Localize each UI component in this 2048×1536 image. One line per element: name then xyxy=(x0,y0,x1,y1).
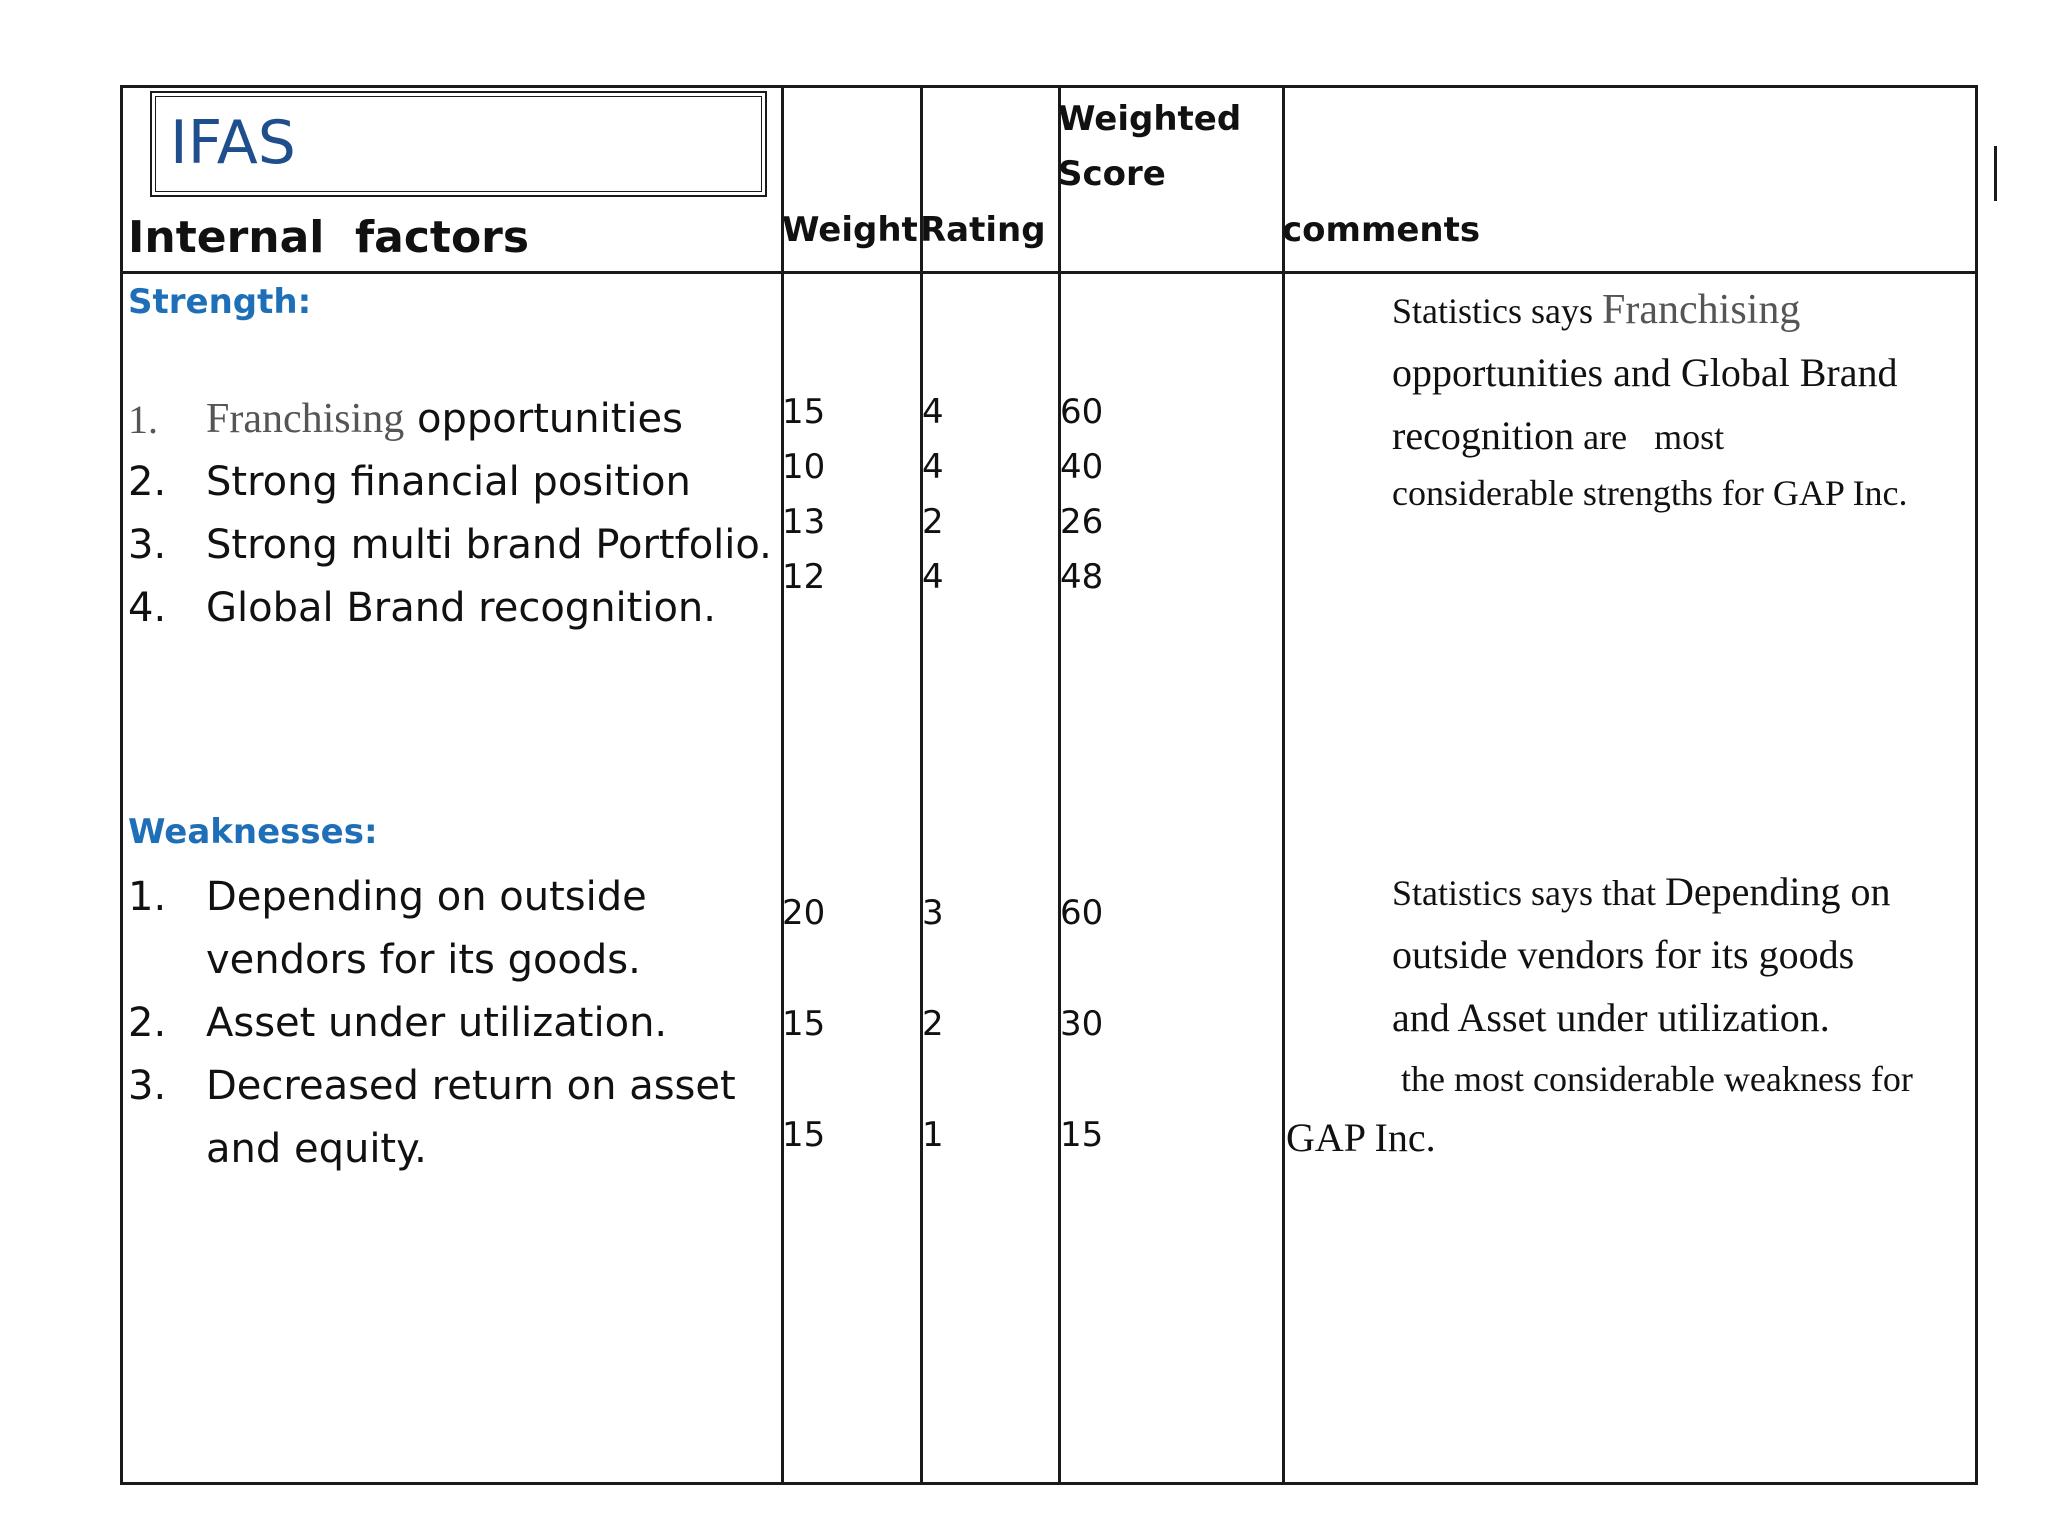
strength-comment-line4: considerable strengths for GAP Inc. xyxy=(1392,473,1908,513)
weakness-item-line2: vendors for its goods. xyxy=(206,937,641,983)
weakness-item-number: 2. xyxy=(128,1000,167,1046)
strength-item-number: 4. xyxy=(128,585,167,631)
header-rating: Rating xyxy=(920,210,1046,250)
strength-rating: 4 xyxy=(922,447,944,487)
strength-score: 26 xyxy=(1060,502,1104,542)
column-divider-rating xyxy=(920,85,923,1485)
weakness-item-number: 1. xyxy=(128,874,167,920)
column-divider-score xyxy=(1058,85,1061,1485)
weakness-item-line1: Decreased return on asset xyxy=(206,1063,736,1109)
strength-weight: 15 xyxy=(782,392,826,432)
strength-comment-line1: Statistics says Franchising xyxy=(1392,287,1801,333)
strength-rating: 4 xyxy=(922,392,944,432)
strength-rating: 2 xyxy=(922,502,944,542)
column-divider-weight xyxy=(781,85,784,1485)
header-weighted-line1: Weighted xyxy=(1058,99,1242,139)
weakness-comment-line3: and Asset under utilization. xyxy=(1392,995,1830,1040)
weakness-comment-line4: the most considerable weakness for xyxy=(1392,1059,1913,1099)
weakness-item-line2: and equity. xyxy=(206,1126,427,1172)
strength-item-text: Global Brand recognition. xyxy=(206,585,716,631)
strength-item-number: 1. xyxy=(128,397,158,442)
weakness-comment-line1: Statistics says that Depending on xyxy=(1392,869,1891,914)
weakness-rating: 1 xyxy=(922,1115,944,1155)
weakness-weight: 15 xyxy=(782,1004,826,1044)
strength-item-text: Strong multi brand Portfolio. xyxy=(206,522,772,568)
strength-weight: 12 xyxy=(782,557,826,597)
weakness-weight: 15 xyxy=(782,1115,826,1155)
strength-item-number: 2. xyxy=(128,459,167,505)
weakness-score: 15 xyxy=(1060,1115,1104,1155)
weakness-rating: 3 xyxy=(922,893,944,933)
header-comments: comments xyxy=(1282,210,1481,250)
strength-score: 40 xyxy=(1060,447,1104,487)
text-cursor xyxy=(1994,146,1997,201)
strength-score: 48 xyxy=(1060,557,1104,597)
strength-item-text: Strong financial position xyxy=(206,459,691,505)
header-weighted-score xyxy=(1058,92,1241,202)
strength-score: 60 xyxy=(1060,392,1104,432)
weakness-section-label: Weaknesses: xyxy=(128,812,378,852)
strength-section-label: Strength: xyxy=(128,282,312,322)
strength-comment-line3: recognition are most xyxy=(1392,413,1725,458)
ifas-title: IFAS xyxy=(170,108,296,178)
weakness-item-number: 3. xyxy=(128,1063,167,1109)
weakness-item-text: Asset under utilization. xyxy=(206,1000,668,1046)
weakness-score: 30 xyxy=(1060,1004,1104,1044)
header-weight: Weight xyxy=(782,210,918,250)
strength-rating: 4 xyxy=(922,557,944,597)
header-divider xyxy=(120,271,1978,274)
strength-comment-line2: opportunities and Global Brand xyxy=(1392,350,1898,395)
column-divider-comments xyxy=(1282,85,1285,1485)
weakness-score: 60 xyxy=(1060,893,1104,933)
weakness-comment-line5: GAP Inc. xyxy=(1286,1115,1436,1160)
weakness-weight: 20 xyxy=(782,893,826,933)
strength-item-text-a: Franchising xyxy=(206,396,405,442)
strength-weight: 10 xyxy=(782,447,826,487)
weakness-rating: 2 xyxy=(922,1004,944,1044)
strength-item-text-b: opportunities xyxy=(404,396,683,442)
weakness-comment-line2: outside vendors for its goods xyxy=(1392,932,1855,977)
weakness-item-line1: Depending on outside xyxy=(206,874,647,920)
header-weighted-line2: Score xyxy=(1058,154,1166,194)
strength-item-number: 3. xyxy=(128,522,167,568)
header-internal-factors: Internal factors xyxy=(128,212,530,263)
strength-weight: 13 xyxy=(782,502,826,542)
